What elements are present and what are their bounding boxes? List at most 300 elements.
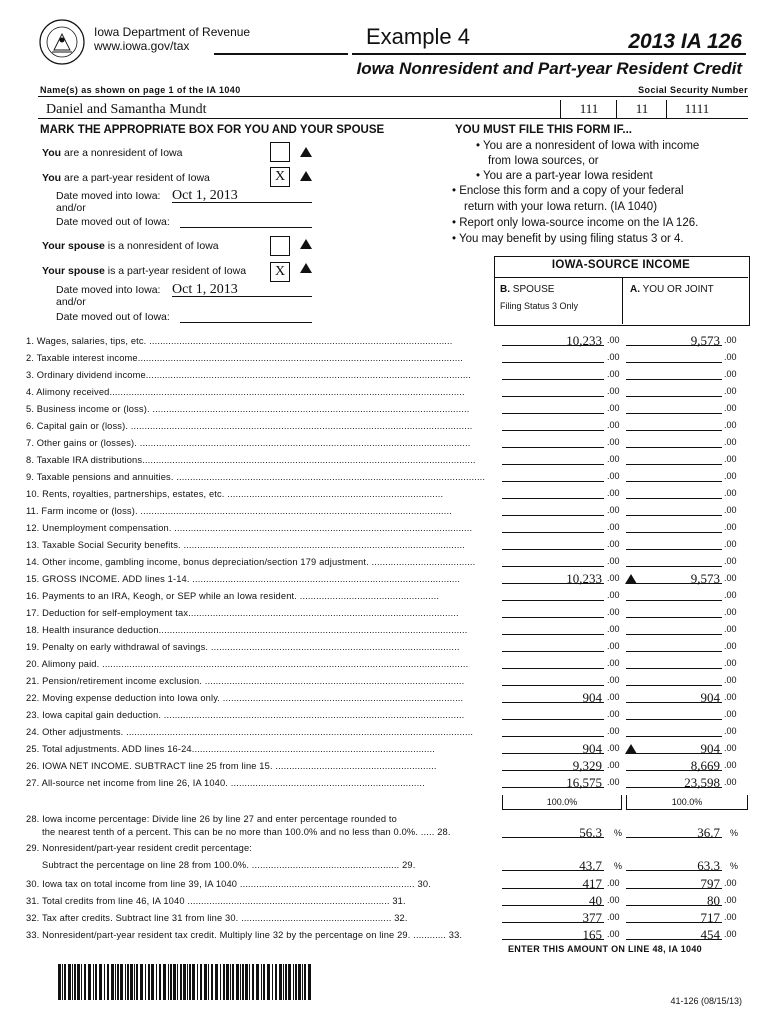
barcode-bar	[58, 964, 61, 1000]
line-b-field[interactable]	[502, 521, 604, 534]
field-rule	[626, 464, 722, 465]
barcode-bar	[275, 964, 277, 1000]
tax-line-value: 377	[582, 910, 602, 925]
line-a-field[interactable]	[626, 708, 722, 721]
iowa-source-title: IOWA-SOURCE INCOME	[551, 259, 691, 271]
line-a-field[interactable]	[626, 691, 722, 704]
field-rule	[502, 362, 604, 363]
you-moved-into-field[interactable]	[172, 186, 312, 203]
ssn-part-3[interactable]: 1111	[666, 100, 727, 118]
spouse-word-2: Your spouse	[42, 265, 105, 277]
barcode-bar	[95, 964, 97, 1000]
cents-label: .00	[607, 607, 620, 617]
cents-label: .00	[724, 386, 737, 396]
spouse-moved-out-label: Date moved out of Iowa:	[56, 311, 170, 323]
form-title: Iowa Nonresident and Part-year Resident Credit	[356, 59, 742, 78]
arrow-up-icon	[300, 147, 312, 157]
cents-label: .00	[724, 403, 737, 413]
field-rule	[626, 668, 722, 669]
field-rule	[626, 566, 722, 567]
pct-sign: %	[730, 828, 739, 838]
line-29-a-value: 63.3	[697, 858, 720, 873]
cents-label: .00	[607, 675, 620, 685]
barcode-bar	[192, 964, 195, 1000]
cents-label: .00	[607, 539, 620, 549]
line-a-field[interactable]	[626, 572, 722, 585]
you-moved-into-label: Date moved into Iowa:	[56, 190, 161, 202]
barcode-bar	[226, 964, 229, 1000]
line-b-field[interactable]	[502, 385, 604, 398]
cents-label: .00	[607, 760, 620, 770]
barcode-bar	[134, 964, 135, 1000]
field-rule	[502, 634, 604, 635]
field-rule	[626, 430, 722, 431]
cents-label: .00	[724, 624, 737, 634]
line-a-field[interactable]	[626, 419, 722, 432]
you-nonresident-checkbox[interactable]	[270, 142, 290, 162]
you-moved-into-value: Oct 1, 2013	[172, 188, 238, 203]
tax-line-value: 797	[700, 876, 720, 891]
arrow-up-icon	[625, 744, 637, 754]
barcode-bar	[163, 964, 166, 1000]
barcode-bar	[173, 964, 176, 1000]
line-a-field[interactable]	[626, 470, 722, 483]
cents-label: .00	[607, 335, 620, 345]
field-rule	[502, 685, 604, 686]
tax-line-a-field[interactable]	[626, 928, 722, 941]
field-rule	[626, 549, 722, 550]
you-partyear-text: are a part-year resident of Iowa	[61, 172, 210, 184]
cents-label: .00	[607, 709, 620, 719]
line-a-field[interactable]	[626, 589, 722, 602]
you-nonresident-label	[42, 147, 182, 159]
agency-website: www.iowa.gov/tax	[94, 39, 190, 53]
barcode-bar	[81, 964, 82, 1000]
line-label: 20. Alimony paid. ......................................................................................................................................	[26, 659, 469, 669]
line-value: 16,575	[566, 775, 602, 790]
tax-line-b-field[interactable]	[502, 928, 604, 941]
cents-label: .00	[607, 590, 620, 600]
line-a-field[interactable]	[626, 623, 722, 636]
cents-label: .00	[724, 556, 737, 566]
cents-label: .00	[724, 641, 737, 651]
line-a-field[interactable]	[626, 759, 722, 772]
line-b-field[interactable]	[502, 487, 604, 500]
line-b-field[interactable]	[502, 759, 604, 772]
you-moved-out-label: Date moved out of Iowa:	[56, 216, 170, 228]
barcode-bar	[304, 964, 306, 1000]
example-label: Example 4	[366, 24, 470, 49]
field-rule	[502, 379, 604, 380]
barcode-bar	[156, 964, 157, 1000]
line-b-field[interactable]	[502, 742, 604, 755]
line-b-field[interactable]	[502, 640, 604, 653]
pct-sign: %	[614, 861, 623, 871]
barcode-bar	[298, 964, 301, 1000]
barcode-bar	[111, 964, 114, 1000]
field-rule	[502, 498, 604, 499]
spouse-partyear-text: is a part-year resident of Iowa	[104, 265, 247, 277]
cents-label: .00	[607, 369, 620, 379]
line-label: 11. Farm income or (loss). ..................................................................................................................	[26, 506, 452, 516]
field-rule	[502, 532, 604, 533]
barcode-bar	[88, 964, 91, 1000]
field-rule	[626, 396, 722, 397]
cents-label: .00	[607, 912, 620, 922]
must-file-item: from Iowa sources, or	[488, 155, 599, 167]
line-value: 10,233	[566, 333, 602, 348]
cents-label: .00	[724, 335, 737, 345]
line-b-field[interactable]	[502, 623, 604, 636]
field-rule	[626, 498, 722, 499]
barcode-bar	[72, 964, 73, 1000]
barcode-bar	[159, 964, 161, 1000]
field-rule	[502, 413, 604, 414]
cents-label: .00	[724, 709, 737, 719]
line-29-label-2: Subtract the percentage on line 28 from 100.0%. ...................................................... 29.	[42, 860, 416, 870]
barcode-bar	[62, 964, 63, 1000]
column-a-label: YOU OR JOINT	[640, 284, 714, 295]
barcode-bar	[242, 964, 244, 1000]
cents-label: .00	[724, 454, 737, 464]
line-label: 21. Pension/retirement income exclusion. ...............................................................................................	[26, 676, 465, 686]
field-rule	[626, 719, 722, 720]
ssn-label: Social Security Number	[638, 85, 748, 95]
line-value: 8,669	[690, 758, 720, 773]
spouse-nonres-text: is a nonresident of Iowa	[104, 240, 219, 252]
line-a-field[interactable]	[626, 776, 722, 789]
cents-label: .00	[607, 624, 620, 634]
line-b-field[interactable]	[502, 589, 604, 602]
barcode-bar	[252, 964, 254, 1000]
line-b-field[interactable]	[502, 555, 604, 568]
line-a-field[interactable]	[626, 453, 722, 466]
barcode-bar	[261, 964, 262, 1000]
barcode-bar	[293, 964, 294, 1000]
barcode-bar	[267, 964, 270, 1000]
pct-sign: %	[614, 828, 623, 838]
line-label: 18. Health insurance deduction.................................................................................................................	[26, 625, 468, 635]
barcode-bar	[197, 964, 198, 1000]
barcode-bar	[279, 964, 282, 1000]
column-b-note: Filing Status 3 Only	[500, 301, 579, 311]
line-a-field[interactable]	[626, 351, 722, 364]
line-label: 23. Iowa capital gain deduction. ..............................................................................................................	[26, 710, 465, 720]
line-29-b-value: 43.7	[579, 858, 602, 873]
column-a-letter: A.	[630, 284, 640, 295]
line-a-field[interactable]	[626, 368, 722, 381]
tax-line-b-field[interactable]	[502, 894, 604, 907]
must-file-heading: YOU MUST FILE THIS FORM IF...	[455, 124, 632, 136]
field-rule	[626, 413, 722, 414]
line-29-b-field[interactable]	[502, 857, 604, 872]
line-label: 16. Payments to an IRA, Keogh, or SEP while an Iowa resident. ...................................................	[26, 591, 440, 601]
cents-label: .00	[607, 658, 620, 668]
cents-label: .00	[724, 590, 737, 600]
tax-line-b-field[interactable]	[502, 911, 604, 924]
cents-label: .00	[607, 488, 620, 498]
barcode-bar	[93, 964, 94, 1000]
cents-label: .00	[607, 895, 620, 905]
line-a-field[interactable]	[626, 742, 722, 755]
cents-label: .00	[724, 505, 737, 515]
barcode-bar	[215, 964, 218, 1000]
line-a-field[interactable]	[626, 521, 722, 534]
column-a-header	[630, 284, 714, 295]
spouse-partyear-checkbox[interactable]: X	[270, 262, 290, 282]
line-label: 22. Moving expense deduction into Iowa only. ........................................................................................	[26, 693, 464, 703]
barcode-bar	[84, 964, 86, 1000]
line-b-field[interactable]	[502, 691, 604, 704]
line-a-field[interactable]	[626, 402, 722, 415]
cents-label: .00	[724, 369, 737, 379]
barcode-bar	[130, 964, 133, 1000]
names-label: Name(s) as shown on page 1 of the IA 1040	[40, 85, 241, 95]
line-label: 1. Wages, salaries, tips, etc. ...............................................................................................................	[26, 336, 453, 346]
line-label: 26. IOWA NET INCOME. SUBTRACT line 25 from line 15. ...........................................................	[26, 761, 437, 771]
barcode-bar	[151, 964, 154, 1000]
enter-amount-note: ENTER THIS AMOUNT ON LINE 48, IA 1040	[508, 944, 702, 954]
cents-label: .00	[607, 929, 620, 939]
you-nonres-text: are a nonresident of Iowa	[61, 147, 183, 159]
field-rule	[626, 447, 722, 448]
name-row-rule	[38, 118, 748, 119]
spouse-word: Your spouse	[42, 240, 105, 252]
line-b-field[interactable]	[502, 436, 604, 449]
cents-label: .00	[724, 692, 737, 702]
barcode-bar	[177, 964, 178, 1000]
barcode-bar	[189, 964, 191, 1000]
barcode-bar	[256, 964, 259, 1000]
you-partyear-label	[42, 172, 210, 184]
cents-label: .00	[607, 573, 620, 583]
cents-label: .00	[607, 556, 620, 566]
tax-line-a-field[interactable]	[626, 911, 722, 924]
cents-label: .00	[607, 437, 620, 447]
line-value: 904	[582, 690, 602, 705]
residency-heading: MARK THE APPROPRIATE BOX FOR YOU AND YOUR SPOUSE	[40, 124, 385, 136]
line-label: 6. Capital gain or (loss). .............................................................................................................................	[26, 421, 473, 431]
cents-label: .00	[607, 420, 620, 430]
field-rule	[502, 430, 604, 431]
field-rule	[502, 617, 604, 618]
barcode-bar	[249, 964, 250, 1000]
line-a-field[interactable]	[626, 555, 722, 568]
line-b-field[interactable]	[502, 453, 604, 466]
line-a-field[interactable]	[626, 385, 722, 398]
barcode-bar	[288, 964, 291, 1000]
spouse-nonresident-checkbox[interactable]	[270, 236, 290, 256]
you-moved-out-field[interactable]	[180, 214, 312, 228]
line-b-field[interactable]	[502, 674, 604, 687]
cents-label: .00	[724, 437, 737, 447]
you-word: You	[42, 147, 62, 159]
barcode-bar	[74, 964, 76, 1000]
line-a-field[interactable]	[626, 640, 722, 653]
line-b-field[interactable]	[502, 776, 604, 789]
field-rule	[502, 481, 604, 482]
andor-2: and/or	[56, 296, 86, 308]
cents-label: .00	[724, 573, 737, 583]
form-number: 41-126 (08/15/13)	[670, 996, 742, 1006]
cents-label: .00	[724, 929, 737, 939]
line-b-field[interactable]	[502, 470, 604, 483]
line-a-field[interactable]	[626, 725, 722, 738]
you-partyear-checkbox[interactable]: X	[270, 167, 290, 187]
field-rule	[626, 515, 722, 516]
barcode-bar	[125, 964, 126, 1000]
barcode-bar	[68, 964, 71, 1000]
barcode-bar	[99, 964, 102, 1000]
form-year: 2013 IA 126	[628, 30, 742, 53]
field-rule	[502, 566, 604, 567]
tax-line-value: 165	[582, 927, 602, 942]
barcode-bar	[107, 964, 109, 1000]
tax-line-a-field[interactable]	[626, 877, 722, 890]
line-b-field[interactable]	[502, 572, 604, 585]
line-a-field[interactable]	[626, 674, 722, 687]
barcode-bar	[170, 964, 172, 1000]
cents-label: .00	[607, 777, 620, 787]
arrow-up-icon	[300, 171, 312, 181]
field-rule	[626, 362, 722, 363]
line-b-field[interactable]	[502, 402, 604, 415]
barcode-bar	[230, 964, 231, 1000]
barcode-bar	[236, 964, 239, 1000]
pct-cap-a: 100.0%	[626, 795, 748, 810]
cents-label: .00	[607, 403, 620, 413]
tax-line-value: 80	[707, 893, 720, 908]
spouse-partyear-label	[42, 265, 246, 277]
barcode-bar	[240, 964, 241, 1000]
barcode-bar	[117, 964, 119, 1000]
column-b-label: SPOUSE	[510, 284, 555, 295]
cents-label: .00	[724, 420, 737, 430]
line-b-field[interactable]	[502, 368, 604, 381]
cents-label: .00	[607, 726, 620, 736]
cents-label: .00	[724, 743, 737, 753]
line-28-label-2: the nearest tenth of a percent. This can be no more than 100.0% and no less than 0.0%. ..... 28.	[42, 827, 451, 837]
barcode-bar	[136, 964, 138, 1000]
line-a-field[interactable]	[626, 657, 722, 670]
barcode-bar	[211, 964, 213, 1000]
field-rule	[502, 668, 604, 669]
line-label: 10. Rents, royalties, partnerships, estates, etc. ...............................................................................	[26, 489, 444, 499]
cents-label: .00	[607, 878, 620, 888]
barcode-image	[58, 964, 314, 1000]
field-rule	[502, 600, 604, 601]
line-28-b-field[interactable]	[502, 824, 604, 839]
header-rule	[38, 96, 748, 97]
line-label: 14. Other income, gambling income, bonus depreciation/section 179 adjustment. ......................................	[26, 557, 476, 567]
line-label: 13. Taxable Social Security benefits. .......................................................................................................	[26, 540, 465, 550]
line-28-a-field[interactable]	[626, 824, 722, 839]
line-b-field[interactable]	[502, 708, 604, 721]
cents-label: .00	[607, 692, 620, 702]
cents-label: .00	[607, 743, 620, 753]
must-file-item: • You are a nonresident of Iowa with income	[476, 140, 700, 152]
field-rule	[502, 396, 604, 397]
cents-label: .00	[724, 488, 737, 498]
line-label: 9. Taxable pensions and annuities. .................................................................................................................	[26, 472, 486, 482]
line-a-field[interactable]	[626, 606, 722, 619]
barcode-bar	[302, 964, 303, 1000]
field-rule	[502, 447, 604, 448]
line-label: 7. Other gains or (losses). .........................................................................................................................	[26, 438, 471, 448]
line-a-field[interactable]	[626, 504, 722, 517]
barcode-bar	[64, 964, 66, 1000]
tax-line-a-field[interactable]	[626, 894, 722, 907]
pct-sign: %	[730, 861, 739, 871]
line-a-field[interactable]	[626, 487, 722, 500]
barcode-bar	[208, 964, 209, 1000]
line-value: 9,573	[690, 333, 720, 348]
field-rule	[502, 719, 604, 720]
field-rule	[626, 379, 722, 380]
arrow-up-icon	[625, 574, 637, 584]
line-b-field[interactable]	[502, 351, 604, 364]
line-label: 24. Other adjustments. ...............................................................................................................................	[26, 727, 474, 737]
cents-label: .00	[724, 471, 737, 481]
field-rule	[626, 532, 722, 533]
tax-line-label: 33. Nonresident/part-year resident tax credit. Multiply line 32 by the percentage on line 29. ............ 33.	[26, 930, 463, 940]
field-rule	[502, 464, 604, 465]
line-b-field[interactable]	[502, 657, 604, 670]
column-b-header	[500, 284, 578, 311]
you-word-2: You	[42, 172, 62, 184]
cents-label: .00	[724, 777, 737, 787]
line-b-field[interactable]	[502, 606, 604, 619]
ssn-part-2[interactable]: 11	[616, 100, 667, 118]
line-value: 10,233	[566, 571, 602, 586]
iowa-seal-icon	[38, 18, 86, 66]
line-b-field[interactable]	[502, 419, 604, 432]
barcode-bar	[285, 964, 287, 1000]
arrow-up-icon	[300, 263, 312, 273]
field-rule	[502, 736, 604, 737]
barcode-bar	[308, 964, 311, 1000]
line-b-field[interactable]	[502, 504, 604, 517]
barcode-bar	[187, 964, 188, 1000]
spouse-moved-out-field[interactable]	[180, 309, 312, 323]
line-b-field[interactable]	[502, 725, 604, 738]
cents-label: .00	[724, 352, 737, 362]
cents-label: .00	[724, 607, 737, 617]
line-b-field[interactable]	[502, 538, 604, 551]
line-value: 9,329	[572, 758, 602, 773]
tax-line-b-field[interactable]	[502, 877, 604, 890]
ssn-part-1[interactable]: 111	[560, 100, 617, 118]
field-rule	[626, 617, 722, 618]
barcode-bar	[283, 964, 284, 1000]
line-a-field[interactable]	[626, 436, 722, 449]
spouse-moved-into-field[interactable]	[172, 280, 312, 297]
must-file-item: return with your Iowa return. (IA 1040)	[464, 201, 658, 213]
barcode-bar	[77, 964, 80, 1000]
line-label: 5. Business income or (loss). ....................................................................................................................	[26, 404, 470, 414]
line-29-a-field[interactable]	[626, 857, 722, 872]
field-rule	[502, 651, 604, 652]
line-label: 12. Unemployment compensation. .............................................................................................................	[26, 523, 473, 533]
source-box-rule	[494, 277, 748, 278]
line-value: 904	[700, 741, 720, 756]
names-field[interactable]: Daniel and Samantha Mundt	[46, 102, 207, 117]
line-b-field[interactable]	[502, 334, 604, 347]
barcode-bar	[180, 964, 182, 1000]
line-a-field[interactable]	[626, 334, 722, 347]
line-a-field[interactable]	[626, 538, 722, 551]
cents-label: .00	[724, 760, 737, 770]
